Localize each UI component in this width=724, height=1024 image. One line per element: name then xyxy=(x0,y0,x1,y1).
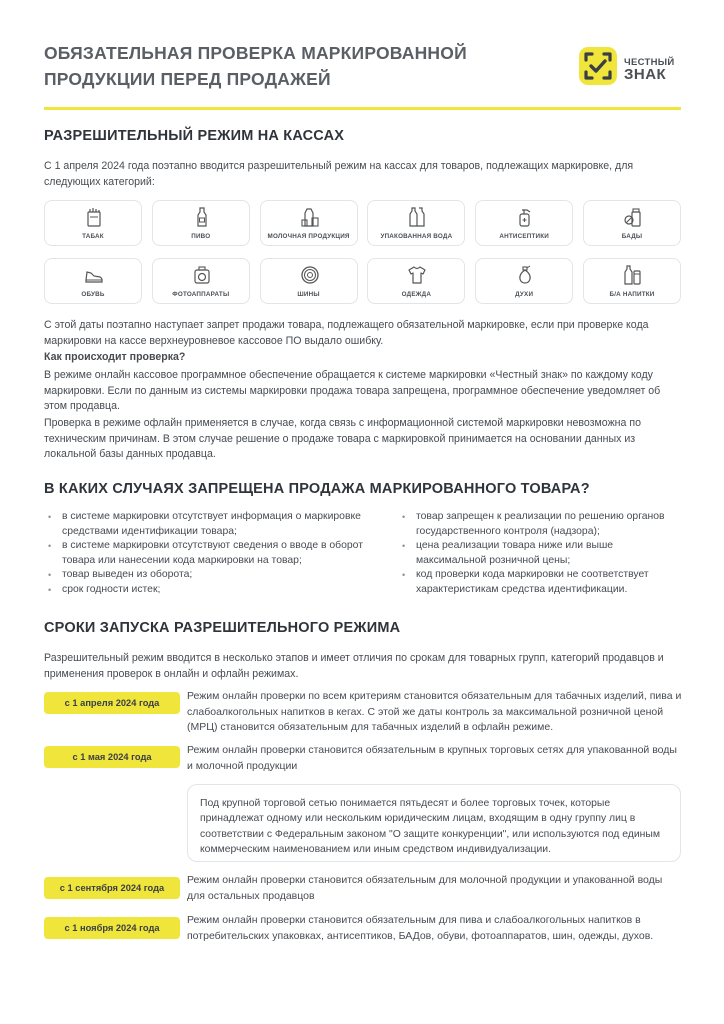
category-card-water xyxy=(367,200,465,246)
category-card-clothes xyxy=(367,258,465,304)
camera-icon xyxy=(193,265,211,285)
category-label: АНТИСЕПТИКИ xyxy=(499,233,550,240)
timeline-text: Режим онлайн проверки становится обязательным для молочной продукции и упакованной воды для остальных продавцов xyxy=(187,874,663,902)
offline-mode-paragraph: Проверка в режиме офлайн применяется в случае, когда связь с информационной системой маркировки невозможна по техническим причинам. В этом случае решение о продаже товара с маркировкой принимается на основании данных из локальной базы данных продавца. xyxy=(44,417,641,460)
category-card-supplements xyxy=(583,200,681,246)
section-heading-prohibited: В КАКИХ СЛУЧАЯХ ЗАПРЕЩЕНА ПРОДАЖА МАРКИРОВАННОГО ТОВАРА? xyxy=(44,481,590,497)
large-retail-note xyxy=(187,784,681,862)
logo-word-znak: ЗНАК xyxy=(624,66,667,83)
category-card-camera xyxy=(152,258,250,304)
category-card-antiseptic xyxy=(475,200,573,246)
prohibited-list-right xyxy=(400,510,682,598)
date-badge: с 1 апреля 2024 года xyxy=(44,692,180,714)
page-title: ОБЯЗАТЕЛЬНАЯ ПРОВЕРКА МАРКИРОВАННОЙ ПРОДУКЦИИ ПЕРЕД ПРОДАЖЕЙ xyxy=(44,43,467,89)
category-label: ДУХИ xyxy=(515,291,534,298)
tobacco-icon xyxy=(85,207,103,227)
note-text: Под крупной торговой сетью понимается пятьдесят и более торговых точек, которые принадлежат одному или нескольким юридическим лицам, входящим в одну группу лиц в соответствии с Федеральным законом "О защите конкуренции", или используются под единым коммерческим наименованием или иным средством индивидуализации. xyxy=(200,798,660,856)
category-card-perfume xyxy=(475,258,573,304)
category-label: ТАБАК xyxy=(82,233,104,240)
date-badge: с 1 мая 2024 года xyxy=(44,746,180,768)
timeline-text: Режим онлайн проверки становится обязательным для пива и слабоалкогольных напитков в потребительских упаковках, антисептиков, БАДов, обуви, фотоаппаратов, шин, одежды, духов. xyxy=(187,914,654,942)
list-item: • срок годности истек; xyxy=(46,583,376,598)
list-item: • товар выведен из оборота; xyxy=(46,568,376,583)
section-heading-timeline: СРОКИ ЗАПУСКА РАЗРЕШИТЕЛЬНОГО РЕЖИМА xyxy=(44,620,401,636)
category-label: УПАКОВАННАЯ ВОДА xyxy=(380,233,453,240)
ban-paragraph: С этой даты поэтапно наступает запрет продажи товара, подлежащего обязательной маркировке, если при проверке кода маркировки на кассе верхнеуровневое кассовое ПО выдало ошибку. xyxy=(44,319,649,347)
online-mode-paragraph: В режиме онлайн кассовое программное обеспечение обращается к системе маркировки «Честный знак» по каждому коду маркировки. Если по данным из системы маркировки продажа товара запрещена, программное обеспечение уведомляет об этом продавца. xyxy=(44,369,661,412)
category-card-tires xyxy=(260,258,358,304)
category-label: ОДЕЖДА xyxy=(401,291,432,298)
category-card-shoes xyxy=(44,258,142,304)
list-item: • цена реализации товара ниже или выше максимальной розничной цены; xyxy=(400,539,682,568)
timeline-text: Режим онлайн проверки становится обязательным в крупных торговых сетях для упакованной воды и молочной продукции xyxy=(187,744,677,772)
list-item: • в системе маркировки отсутствуют сведения о вводе в оборот товара или нанесении кода маркировки на товар; xyxy=(46,539,376,568)
clothes-icon xyxy=(408,265,426,285)
soft-drinks-icon xyxy=(624,265,642,285)
list-item: • товар запрещен к реализации по решению органов государственного контроля (надзора); xyxy=(400,510,682,539)
category-label: БАДЫ xyxy=(621,233,643,240)
beer-icon xyxy=(193,207,211,227)
category-label: ПИВО xyxy=(191,233,211,240)
list-item: • код проверки кода маркировки не соответствует характеристикам средства идентификации. xyxy=(400,568,682,597)
category-label: ОБУВЬ xyxy=(81,291,105,298)
category-label: ШИНЫ xyxy=(297,291,320,298)
date-badge: с 1 ноября 2024 года xyxy=(44,917,180,939)
category-card-soft-drinks xyxy=(583,258,681,304)
timeline-intro: Разрешительный режим вводится в несколько этапов и имеет отличия по срокам для товарных групп, категорий продавцов и применения проверок в онлайн и офлайн режимах. xyxy=(44,652,664,680)
supplements-icon xyxy=(624,207,642,227)
category-card-dairy xyxy=(260,200,358,246)
shoes-icon xyxy=(85,265,103,285)
water-icon xyxy=(408,207,426,227)
dairy-icon xyxy=(301,207,319,227)
chestny-znak-logo xyxy=(578,46,688,88)
logo-word-chestny: ЧЕСТНЫЙ xyxy=(624,57,675,68)
category-label: Б/А НАПИТКИ xyxy=(609,291,655,298)
how-check-heading: Как происходит проверка? xyxy=(44,351,186,363)
antiseptic-icon xyxy=(516,207,534,227)
section1-intro: С 1 апреля 2024 года поэтапно вводится разрешительный режим на кассах для товаров, подлежащих маркировке, для следующих категорий: xyxy=(44,160,634,188)
prohibited-list-left xyxy=(46,510,376,598)
category-card-beer xyxy=(152,200,250,246)
category-label: МОЛОЧНАЯ ПРОДУКЦИЯ xyxy=(267,233,350,240)
timeline-text: Режим онлайн проверки по всем критериям становится обязательным для табачных изделий, пива и слабоалкогольных напитков в кегах. С этой же даты контроль за максимальной розничной ценой (МРЦ) становится обязательным для табачных изделий в офлайн режиме. xyxy=(187,690,682,734)
perfume-icon xyxy=(516,265,534,285)
tire-icon xyxy=(301,265,319,285)
section-heading-permissive-mode: РАЗРЕШИТЕЛЬНЫЙ РЕЖИМ НА КАССАХ xyxy=(44,128,345,144)
date-badge: с 1 сентября 2024 года xyxy=(44,877,180,899)
list-item: • в системе маркировки отсутствует информация о маркировке средствами идентификации товара; xyxy=(46,510,376,539)
category-card-tobacco xyxy=(44,200,142,246)
header-divider xyxy=(44,107,681,110)
logo-mark-icon xyxy=(578,46,618,86)
page-header xyxy=(44,40,684,110)
category-label: ФОТОАППАРАТЫ xyxy=(172,291,230,298)
